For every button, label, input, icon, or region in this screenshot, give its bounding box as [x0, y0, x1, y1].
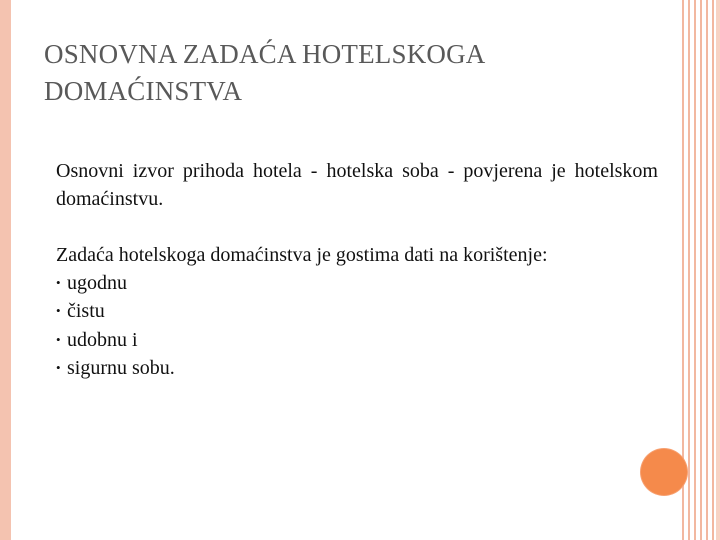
right-rail-edge	[716, 0, 720, 540]
list-item-text: čistu	[67, 300, 105, 322]
right-rail-line	[700, 0, 702, 540]
paragraph-housekeeping-task: Zadaća hotelskoga domaćinstva je gostima dati na korištenje:	[56, 244, 548, 266]
list-item-text: udobnu i	[67, 328, 138, 351]
list-item	[56, 270, 658, 299]
bullet-icon: •	[56, 331, 61, 347]
list-item	[56, 327, 658, 356]
bullet-icon: •	[56, 360, 61, 375]
right-rail-line	[712, 0, 714, 540]
list-item	[56, 355, 658, 384]
slide-body	[56, 158, 658, 384]
right-rail-line	[688, 0, 690, 540]
room-qualities-list	[56, 270, 658, 384]
bullet-icon: •	[56, 274, 61, 290]
paragraph-income-source: Osnovni izvor prihoda hotela - hotelska soba - povjerena je hotelskom domaćinstvu.	[56, 160, 658, 210]
right-rail-line	[706, 0, 708, 540]
list-item-text: sigurnu sobu.	[67, 357, 175, 379]
slide-title-line-2: DOMAĆINSTVA	[44, 76, 243, 106]
left-border-decoration	[0, 0, 11, 540]
list-item	[56, 298, 658, 327]
list-item-text: ugodnu	[67, 271, 127, 294]
bullet-icon: •	[56, 303, 61, 318]
orange-circle-decoration	[641, 449, 687, 495]
slide-title-line-1: OSNOVNA ZADAĆA HOTELSKOGA	[44, 39, 486, 69]
right-rail-line	[694, 0, 696, 540]
slide-title	[44, 36, 644, 110]
